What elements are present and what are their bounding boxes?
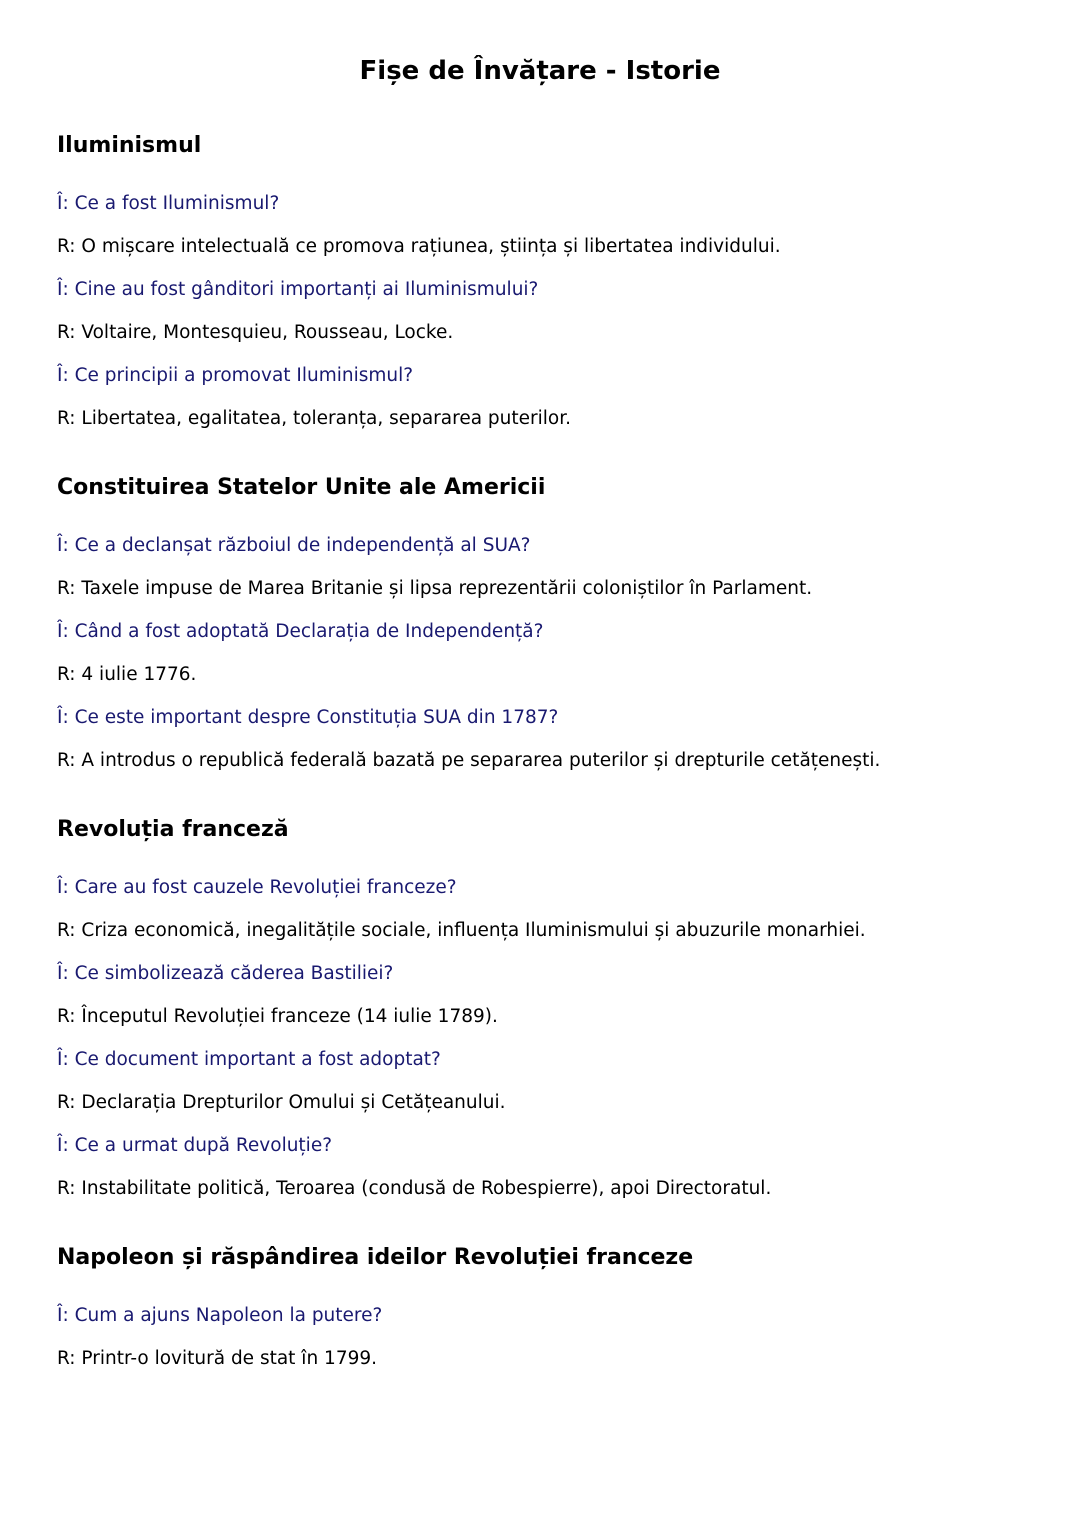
- question: Î: Ce simbolizează căderea Bastiliei?: [57, 963, 394, 984]
- question: Î: Care au fost cauzele Revoluției franceze?: [57, 877, 457, 898]
- section-heading: Napoleon și răspândirea ideilor Revoluției franceze: [57, 1245, 694, 1270]
- section-revolutia-franceza: [57, 817, 1023, 1200]
- answer: R: Voltaire, Montesquieu, Rousseau, Locke.: [57, 322, 454, 343]
- answer: R: Libertatea, egalitatea, toleranța, separarea puterilor.: [57, 408, 572, 429]
- answer: R: Declarația Drepturilor Omului și Cetățeanului.: [57, 1092, 506, 1113]
- answer: R: Începutul Revoluției franceze (14 iulie 1789).: [57, 1006, 498, 1027]
- answer: R: Printr-o lovitură de stat în 1799.: [57, 1348, 378, 1369]
- question: Î: Cine au fost gânditori importanți ai Iluminismului?: [57, 279, 539, 300]
- section-iluminismul: [57, 133, 1023, 430]
- answer: R: Instabilitate politică, Teroarea (condusă de Robespierre), apoi Directoratul.: [57, 1178, 772, 1199]
- question: Î: Ce a declanșat războiul de independență al SUA?: [57, 535, 531, 556]
- section-heading: Iluminismul: [57, 133, 202, 158]
- answer: R: Taxele impuse de Marea Britanie și lipsa reprezentării coloniștilor în Parlament.: [57, 578, 813, 599]
- page-title: Fișe de Învățare - Istorie: [359, 56, 721, 86]
- section-napoleon: [57, 1245, 1023, 1370]
- section-constituirea-sua: [57, 475, 1023, 772]
- question: Î: Cum a ajuns Napoleon la putere?: [57, 1305, 383, 1326]
- answer: R: 4 iulie 1776.: [57, 664, 197, 685]
- answer: R: O mișcare intelectuală ce promova rațiunea, știința și libertatea individului.: [57, 236, 781, 257]
- answer: R: Criza economică, inegalitățile sociale, influența Iluminismului și abuzurile monarhiei.: [57, 920, 866, 941]
- question: Î: Ce este important despre Constituția SUA din 1787?: [57, 707, 559, 728]
- answer: R: A introdus o republică federală bazată pe separarea puterilor și drepturile cetățenești.: [57, 750, 881, 771]
- question: Î: Când a fost adoptată Declarația de Independență?: [57, 621, 544, 642]
- section-heading: Constituirea Statelor Unite ale Americii: [57, 475, 546, 500]
- question: Î: Ce document important a fost adoptat?: [57, 1049, 441, 1070]
- section-heading: Revoluția franceză: [57, 817, 289, 842]
- question: Î: Ce a fost Iluminismul?: [57, 193, 280, 214]
- question: Î: Ce a urmat după Revoluție?: [57, 1135, 333, 1156]
- question: Î: Ce principii a promovat Iluminismul?: [57, 365, 414, 386]
